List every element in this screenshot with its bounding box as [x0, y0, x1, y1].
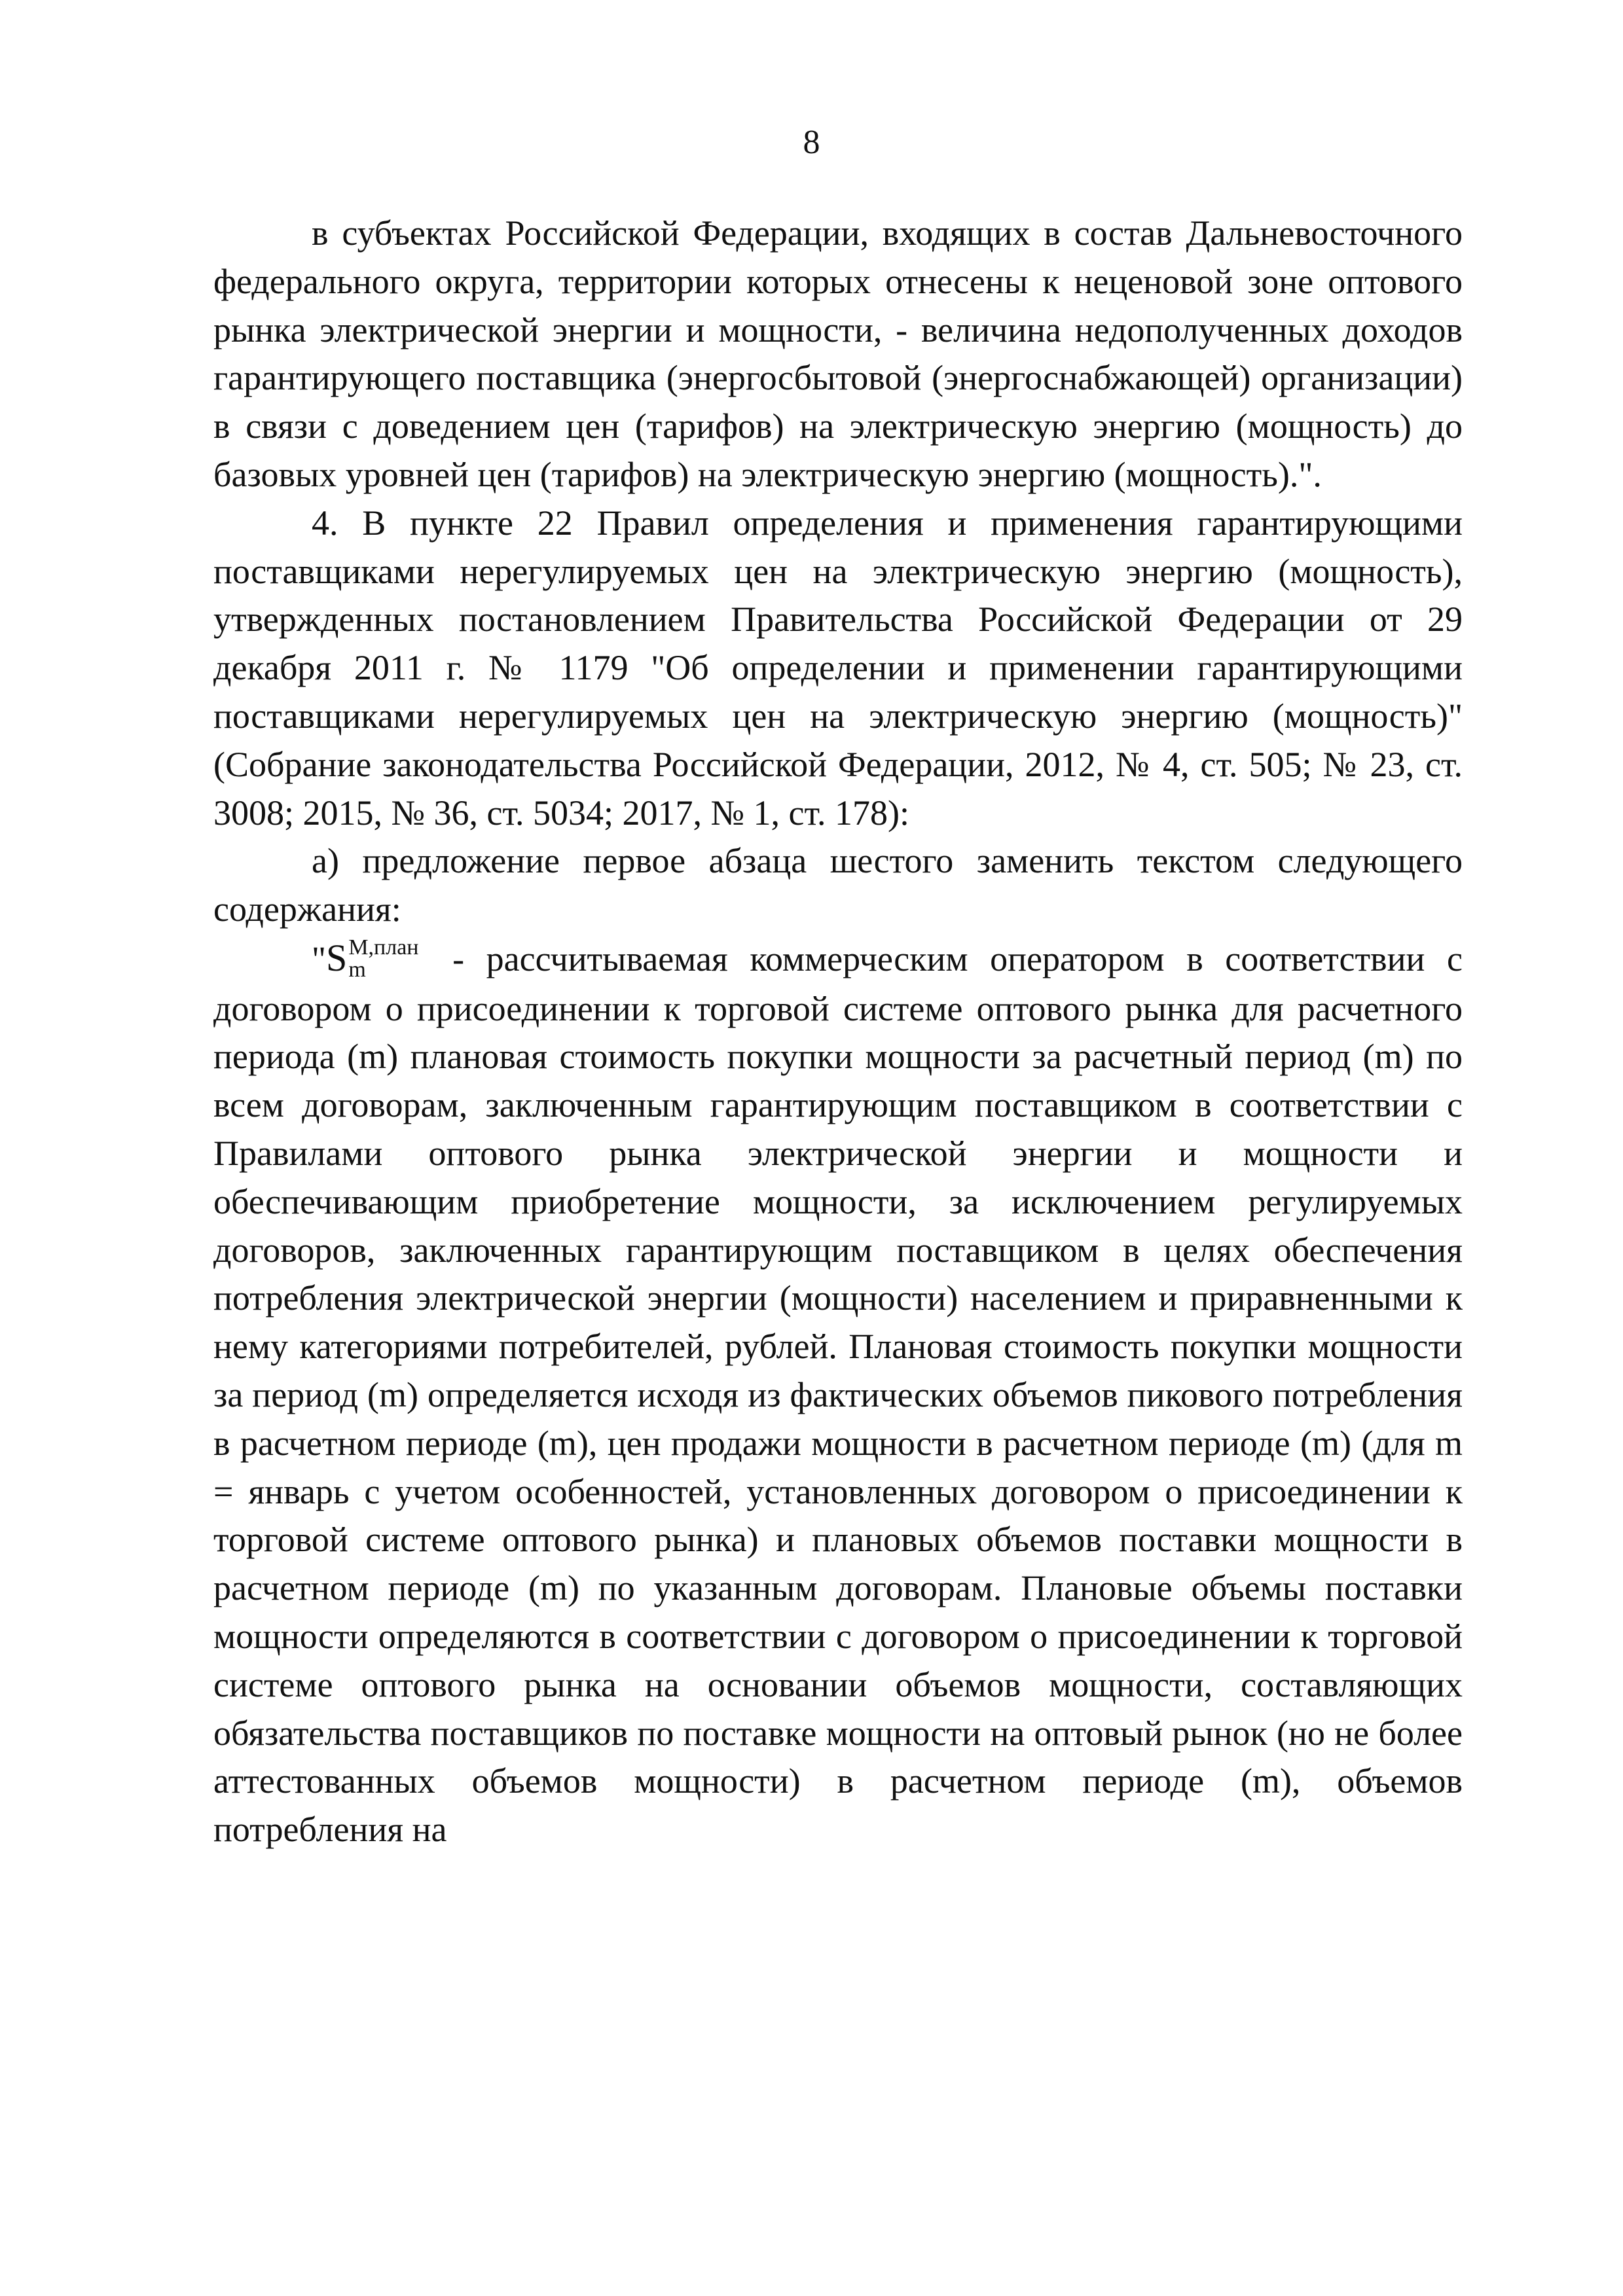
document-body: [213, 209, 1463, 1854]
symbol-subscript: m: [348, 957, 366, 982]
page-number: 8: [803, 124, 820, 161]
paragraph-subitem-a: а) предложение первое абзаца шестого заменить текстом следующего содержания:: [213, 841, 1463, 929]
paragraph-continuation: в субъектах Российской Федерации, входящих в состав Дальневосточного федерального округа, территории которых отнесены к неценовой зоне оптового рынка электрической энергии и мощности, - величина недополученных доходов гарантирующего поставщика (энергосбытовой (энергоснабжающей) организации) в связи с доведением цен (тарифов) на электрическую энергию (мощность) до базовых уровней цен (тарифов) на электрическую энергию (мощность).".: [213, 213, 1463, 494]
formula-symbol: [312, 934, 419, 985]
symbol-letter: S: [326, 936, 348, 979]
open-quote: ": [312, 939, 327, 978]
definition-text: - рассчитываемая коммерческим оператором в соответствии с договором о присоединении к торговой системе оптового рынка для расчетного периода (m) плановая стоимость покупки мощности за расчетный период (m) по всем договорам, заключенным гарантирующим поставщиком в соответствии с Правилами оптового рынка электрической энергии и мощности и обеспечивающим приобретение мощности, за исключением регулируемых договоров, заключенных гарантирующим поставщиком в целях обеспечения потребления электрической энергии (мощности) населением и приравненными к нему категориями потребителей, рублей. Плановая стоимость покупки мощности за период (m) определяется исходя из фактических объемов пикового потребления в расчетном периоде (m), цен продажи мощности в расчетном периоде (m) (для m = январь с учетом особенностей, установленных договором о присоединении к торговой системе оптового рынка) и плановых объемов поставки мощности в расчетном периоде (m) по указанным договорам. Плановые объемы поставки мощности определяются в соответствии с договором о присоединении к торговой системе оптового рынка на основании объемов мощности, составляющих обязательства поставщиков по поставке мощности на оптовый рынок (но не более аттестованных объемов мощности) в расчетном периоде (m), объемов потребления на: [213, 939, 1463, 1850]
paragraph-formula-definition: [213, 934, 1463, 1854]
symbol-superscript: М,план: [348, 935, 419, 960]
paragraph-item-4: 4. В пункте 22 Правил определения и применения гарантирующими поставщиками нерегулируемых цен на электрическую энергию (мощность), утвержденных постановлением Правительства Российской Федерации от 29 декабря 2011 г. № 1179 "Об определении и применении гарантирующими поставщиками нерегулируемых цен на электрическую энергию (мощность)" (Собрание законодательства Российской Федерации, 2012, № 4, ст. 505; № 23, ст. 3008; 2015, № 36, ст. 5034; 2017, № 1, ст. 178):: [213, 503, 1463, 833]
